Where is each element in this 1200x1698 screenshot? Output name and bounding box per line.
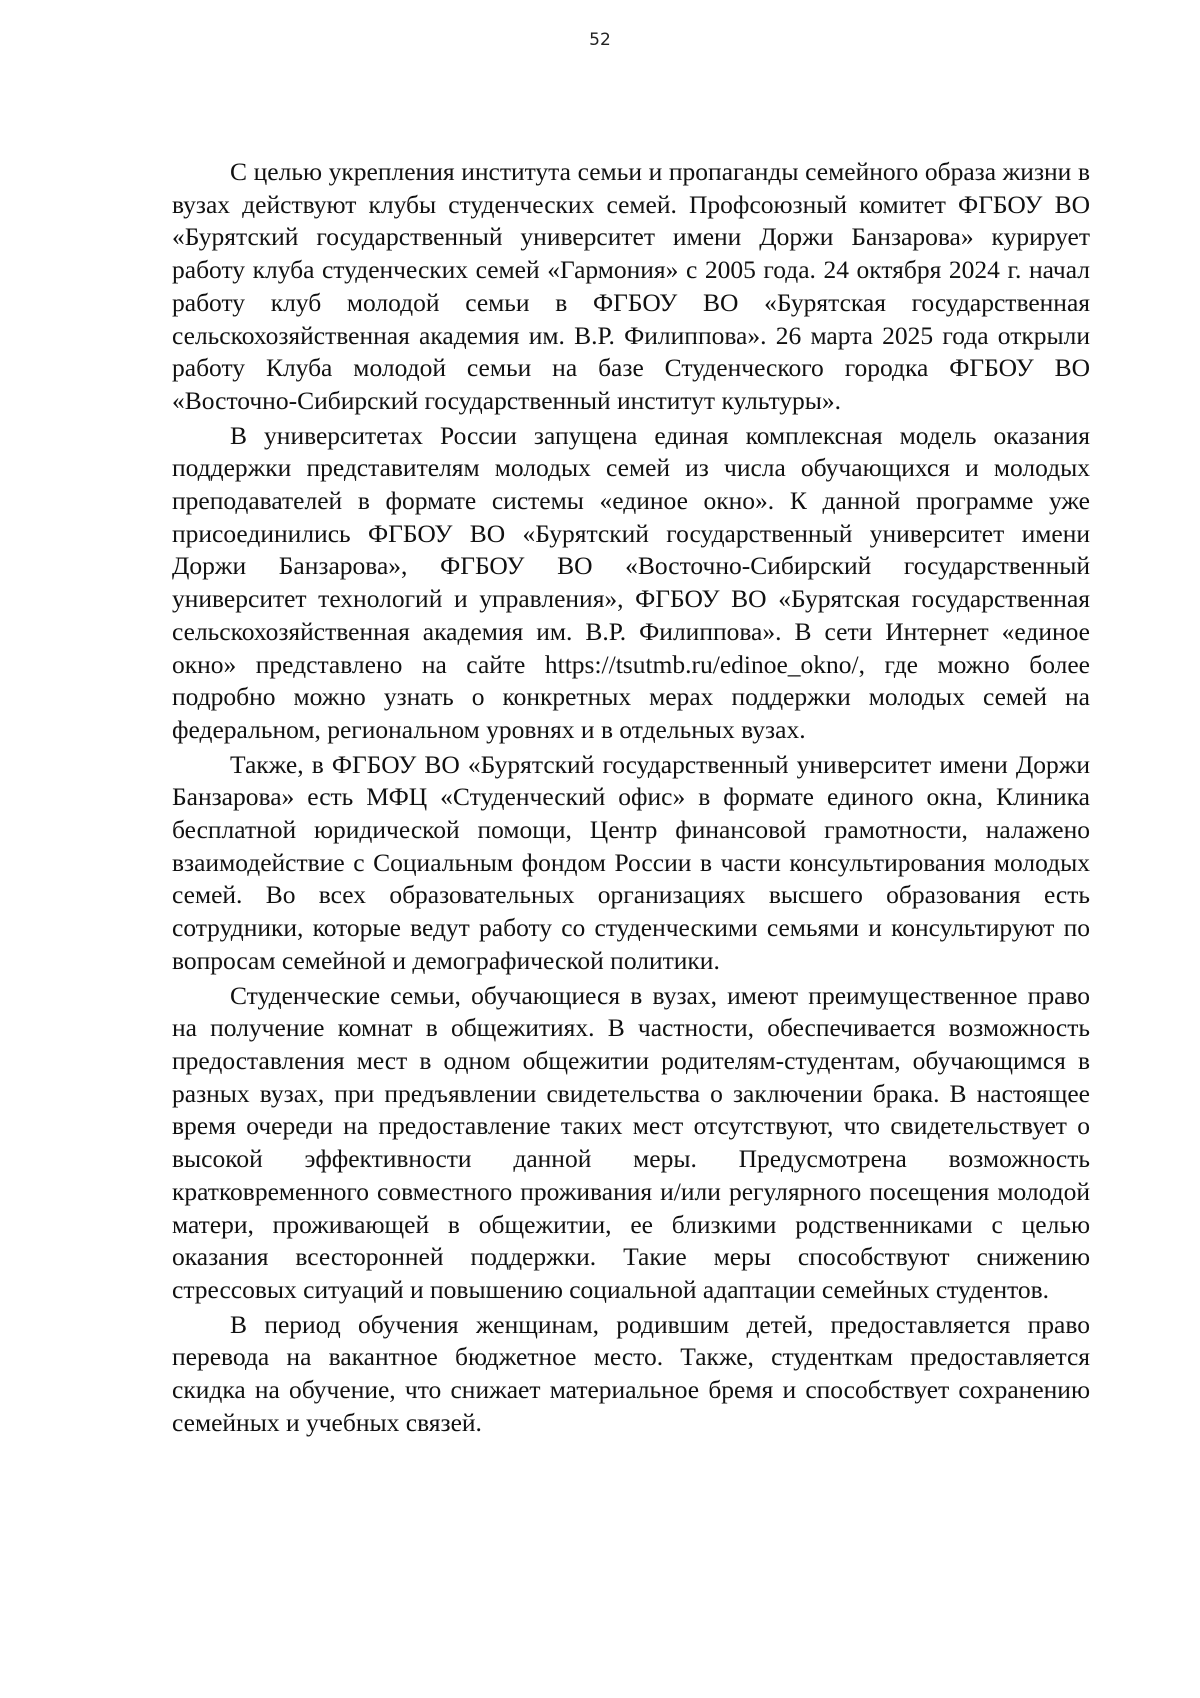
paragraph-student-office: Также, в ФГБОУ ВО «Бурятский государственный университет имени Доржи Банзарова» есть МФЦ «Студенческий офис» в формате единого окна, Клиника бесплатной юридической помощи, Центр финансовой грамотности, налажено взаимодействие с Социальным фондом России в части консультирования молодых семей. Во всех образовательных организациях высшего образования есть сотрудники, которые ведут работу со студенческими семьями и консультируют по вопросам семейной и демографической политики. <box>172 749 1090 975</box>
paragraph-student-family-clubs: С целью укрепления института семьи и пропаганды семейного образа жизни в вузах действуют клубы студенческих семей. Профсоюзный комитет ФГБОУ ВО «Бурятский государственный университет имени Доржи Банзарова» курирует работу клуба студенческих семей «Гармония» с 2005 года. 24 октября 2024 г. начал работу клуб молодой семьи в ФГБОУ ВО «Бурятская государственная сельскохозяйственная академия им. В.Р. Филиппова». 26 марта 2025 года открыли работу Клуба молодой семьи на базе Студенческого городка ФГБОУ ВО «Восточно-Сибирский государственный институт культуры». <box>172 157 1090 415</box>
document-body <box>172 156 1090 1441</box>
paragraph-budget-transfer: В период обучения женщинам, родившим детей, предоставляется право перевода на вакантное бюджетное место. Также, студенткам предоставляется скидка на обучение, что снижает материальное бремя и способствует сохранению семейных и учебных связей. <box>172 1309 1090 1437</box>
paragraph-single-window-model: В университетах России запущена единая комплексная модель оказания поддержки представителям молодых семей из числа обучающихся и молодых преподавателей в формате системы «единое окно». К данной программе уже присоединились ФГБОУ ВО «Бурятский государственный университет имени Доржи Банзарова», ФГБОУ ВО «Восточно-Сибирский государственный университет технологий и управления», ФГБОУ ВО «Бурятская государственная сельскохозяйственная академия им. В.Р. Филиппова». В сети Интернет «единое окно» представлено на сайте https://tsutmb.ru/edinoe_okno/, где можно более подробно можно узнать о конкретных мерах поддержки молодых семей на федеральном, региональном уровнях и в отдельных вузах. <box>172 420 1090 744</box>
paragraph-dormitory-rights: Студенческие семьи, обучающиеся в вузах, имеют преимущественное право на получение комнат в общежитиях. В частности, обеспечивается возможность предоставления мест в одном общежитии родителям-студентам, обучающимся в разных вузах, при предъявлении свидетельства о заключении брака. В настоящее время очереди на предоставление таких мест отсутствуют, что свидетельствует о высокой эффективности данной меры. Предусмотрена возможность кратковременного совместного проживания и/или регулярного посещения молодой матери, проживающей в общежитии, ее близкими родственниками с целью оказания всесторонней поддержки. Такие меры способствуют снижению стрессовых ситуаций и повышению социальной адаптации семейных студентов. <box>172 980 1090 1304</box>
page-number: 52 <box>589 30 611 50</box>
